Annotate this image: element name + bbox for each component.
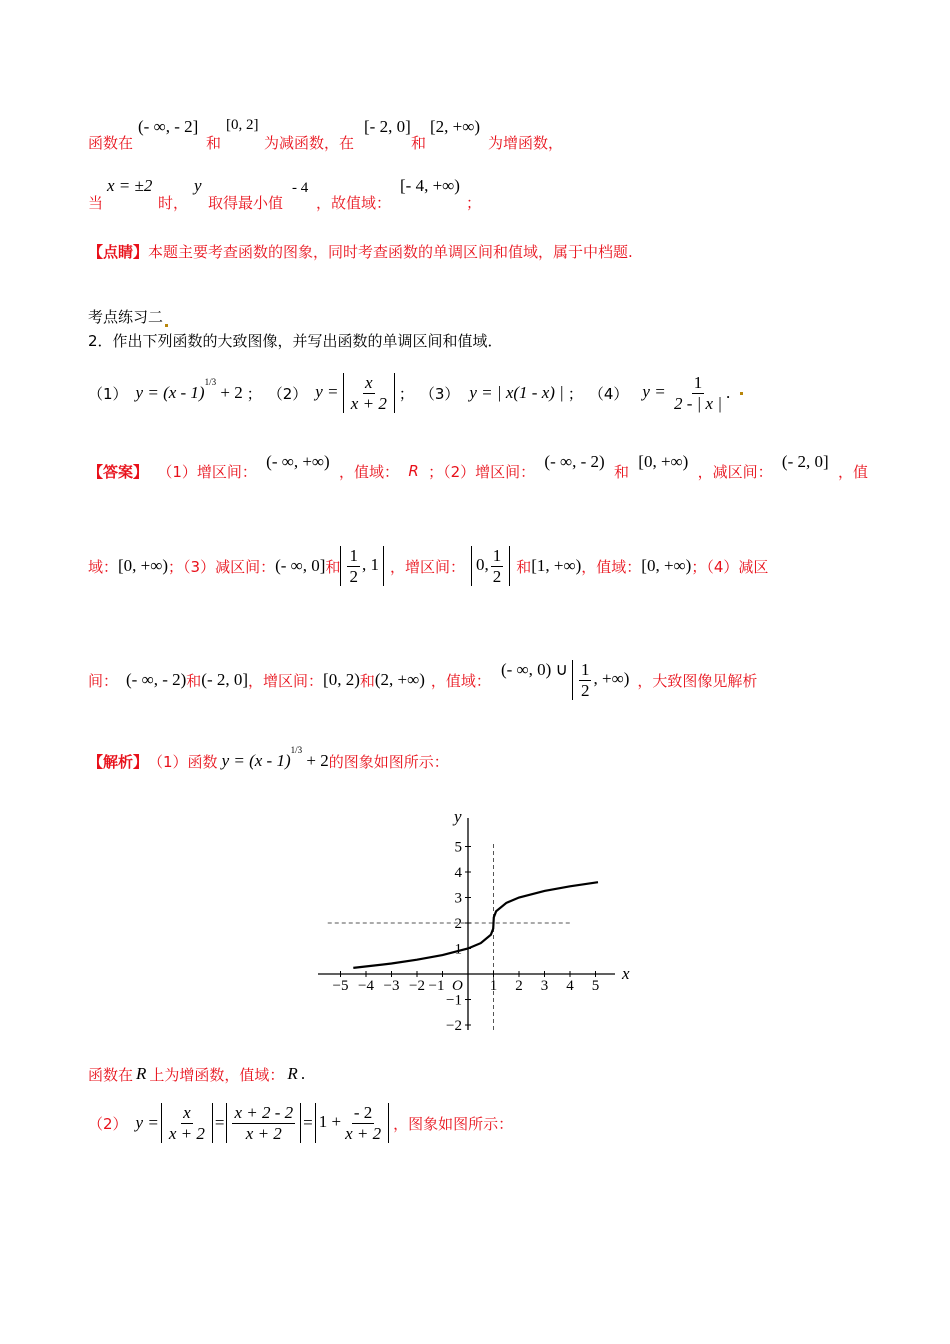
- interval-math: (- ∞, 0]: [275, 556, 326, 575]
- item2-label: （2）: [88, 1114, 128, 1133]
- answer-text: ，减区间：: [697, 462, 773, 481]
- item1-label: （1）: [88, 384, 128, 403]
- range-math: [- 4, +∞): [400, 176, 460, 195]
- interval-math: [0, 2]: [226, 117, 259, 133]
- analysis-text: （1）函数: [148, 752, 218, 771]
- analysis-tag: 【解析】: [88, 752, 149, 771]
- answer-text: R: [408, 462, 419, 480]
- item3-formula: y = | x(1 - x) |: [469, 383, 564, 402]
- answer-text: ，增区间：: [248, 671, 324, 690]
- conclusion-text: 函数在: [88, 1065, 134, 1084]
- y-tick-label: −1: [446, 992, 462, 1009]
- line1-text2: 和: [206, 134, 222, 152]
- interval-math: [2, +∞): [430, 117, 481, 136]
- y-tick-label: −2: [446, 1018, 462, 1034]
- answer-text: 和: [516, 557, 532, 576]
- formula-lhs: y =: [135, 1113, 159, 1132]
- item4-formula: y = $\frac{1}{2 - | x |}$: [642, 372, 722, 413]
- min-value: - 4: [292, 180, 309, 196]
- answer-line3: [88, 652, 757, 708]
- y-tick-label: 4: [454, 865, 462, 881]
- set-r: R: [287, 1064, 298, 1083]
- abs-sum: 1 + $\frac{- 2}{x + 2}$: [315, 1103, 389, 1143]
- separator: ；: [398, 384, 414, 403]
- interval-math: $\frac{1}{2}$ , +∞): [572, 660, 633, 700]
- line2-text5: ；: [466, 194, 482, 212]
- answer-text: 和: [325, 557, 341, 576]
- variable-y: y: [194, 176, 202, 195]
- conclusion-line: [88, 1062, 305, 1086]
- interval-math: [- 2, 0]: [364, 117, 411, 136]
- period: .: [300, 1064, 306, 1083]
- interval-math: (- ∞, +∞): [266, 452, 330, 471]
- answer-text: ，值域：: [581, 557, 642, 576]
- answer-text: ，值域：: [339, 462, 400, 481]
- set-r: R: [136, 1064, 147, 1083]
- line1-text4: 和: [411, 134, 427, 152]
- interval-math: [0, 2): [323, 670, 360, 689]
- answer-text: 和: [186, 671, 202, 690]
- answer-text: ，增区间：: [389, 557, 465, 576]
- interval-math: [1, +∞): [531, 556, 582, 575]
- y-tick-label: 2: [454, 916, 462, 932]
- y-tick-label: 5: [454, 839, 462, 856]
- interval-math: 0, $\frac{1}{2}$: [471, 546, 510, 586]
- x-tick-label: −4: [358, 978, 374, 994]
- answer-text: ，值域：: [430, 671, 491, 690]
- function-curve: [353, 882, 598, 968]
- interval-math: $\frac{1}{2}$ , 1: [340, 546, 384, 586]
- interval-math: (- 2, 0]: [781, 452, 829, 471]
- x-tick-label: 4: [566, 978, 574, 994]
- answer-text: 间：: [88, 671, 119, 690]
- answer-text: 和: [359, 671, 375, 690]
- x-tick-label: 3: [540, 978, 549, 994]
- x-tick-label: 2: [515, 978, 523, 994]
- line2-text2: 时，: [158, 194, 189, 212]
- x-tick-label: −3: [383, 978, 400, 994]
- question-text: 2．作出下列函数的大致图像，并写出函数的单调区间和值域．: [88, 332, 503, 350]
- answer-text: ，值: [837, 462, 868, 481]
- function-graph: [310, 800, 640, 1040]
- equals: =: [214, 1113, 225, 1132]
- abs-fraction: $\frac{x + 2 - 2}{x + 2}$: [226, 1103, 301, 1143]
- y-axis-label: y: [454, 807, 462, 826]
- answer-text: （1）增区间：: [157, 462, 257, 481]
- answer-text: 和: [613, 462, 629, 481]
- item2-label: （2）: [267, 384, 308, 403]
- analysis-formula: y = (x - 1)$^{1/3}$ + 2: [221, 745, 329, 770]
- equals: =: [303, 1113, 313, 1132]
- item1-formula: y = (x - 1)$^{1/3}$ + 2: [135, 377, 243, 402]
- condition-math: x = ±2: [107, 176, 153, 195]
- x-axis-label: x: [622, 964, 630, 983]
- period: .: [726, 383, 731, 402]
- x-tick-label: −1: [428, 978, 445, 994]
- interval-math: (- 2, 0]: [201, 670, 249, 689]
- answer-line2: [88, 538, 768, 594]
- dianjing-text: 本题主要考查函数的图象，同时考查函数的单调区间和值域，属于中档题.: [148, 243, 633, 261]
- item2-text: ，图象如图所示：: [393, 1114, 514, 1133]
- interval-math: (- ∞, - 2): [544, 452, 605, 471]
- line2-text3: 取得最小值: [208, 194, 284, 212]
- practice-title: 考点练习二: [88, 306, 168, 327]
- analysis-line: [88, 746, 449, 776]
- answer-text: 域：: [88, 557, 119, 576]
- interval-math: [0, +∞): [118, 556, 169, 575]
- origin-label: O: [452, 978, 463, 994]
- conclusion-text: 上为增函数，值域：: [149, 1065, 285, 1084]
- abs-fraction: $\frac{x}{x + 2}$: [161, 1103, 213, 1143]
- x-tick-label: 5: [591, 978, 600, 994]
- analysis-text: 的图象如图所示：: [328, 752, 449, 771]
- interval-math: [0, +∞): [641, 556, 692, 575]
- answer-line1: [88, 448, 868, 494]
- interval-math: (- ∞, 0) ∪: [500, 660, 568, 679]
- function-items: [88, 368, 743, 418]
- answer-text: ；（3）减区间：: [168, 557, 276, 576]
- interval-math: [0, +∞): [638, 452, 689, 471]
- dianjing-line: [88, 241, 633, 262]
- line2-text1: 当: [88, 194, 104, 212]
- answer-text: ，大致图像见解析: [637, 671, 758, 690]
- answer-text: ；（2）增区间：: [428, 462, 536, 481]
- item4-label: （4）: [588, 384, 629, 403]
- dianjing-tag: 【点睛】: [88, 243, 149, 261]
- x-tick-label: −5: [332, 978, 349, 994]
- y-tick-label: 1: [454, 941, 462, 958]
- item2-analysis: [88, 1094, 513, 1152]
- item2-formula: y = $\frac{x}{x + 2}$: [315, 373, 395, 413]
- line2-text4: ，故值域：: [316, 194, 392, 212]
- interval-math: (- ∞, - 2): [126, 670, 187, 689]
- line1-text1: 函数在: [88, 134, 134, 152]
- interval-math: (2, +∞): [374, 670, 425, 689]
- x-tick-label: 1: [489, 978, 498, 994]
- interval-math: (- ∞, - 2]: [138, 117, 199, 136]
- separator: ；: [246, 384, 262, 403]
- item3-label: （3）: [419, 384, 460, 403]
- answer-text: ；（4）减区: [691, 557, 769, 576]
- y-tick-label: 3: [454, 890, 462, 907]
- line1-text5: 为增函数，: [488, 134, 564, 152]
- separator: ；: [567, 384, 583, 403]
- line1-text3: 为减函数，在: [264, 134, 355, 152]
- answer-tag: 【答案】: [88, 462, 149, 481]
- x-tick-label: −2: [409, 978, 425, 994]
